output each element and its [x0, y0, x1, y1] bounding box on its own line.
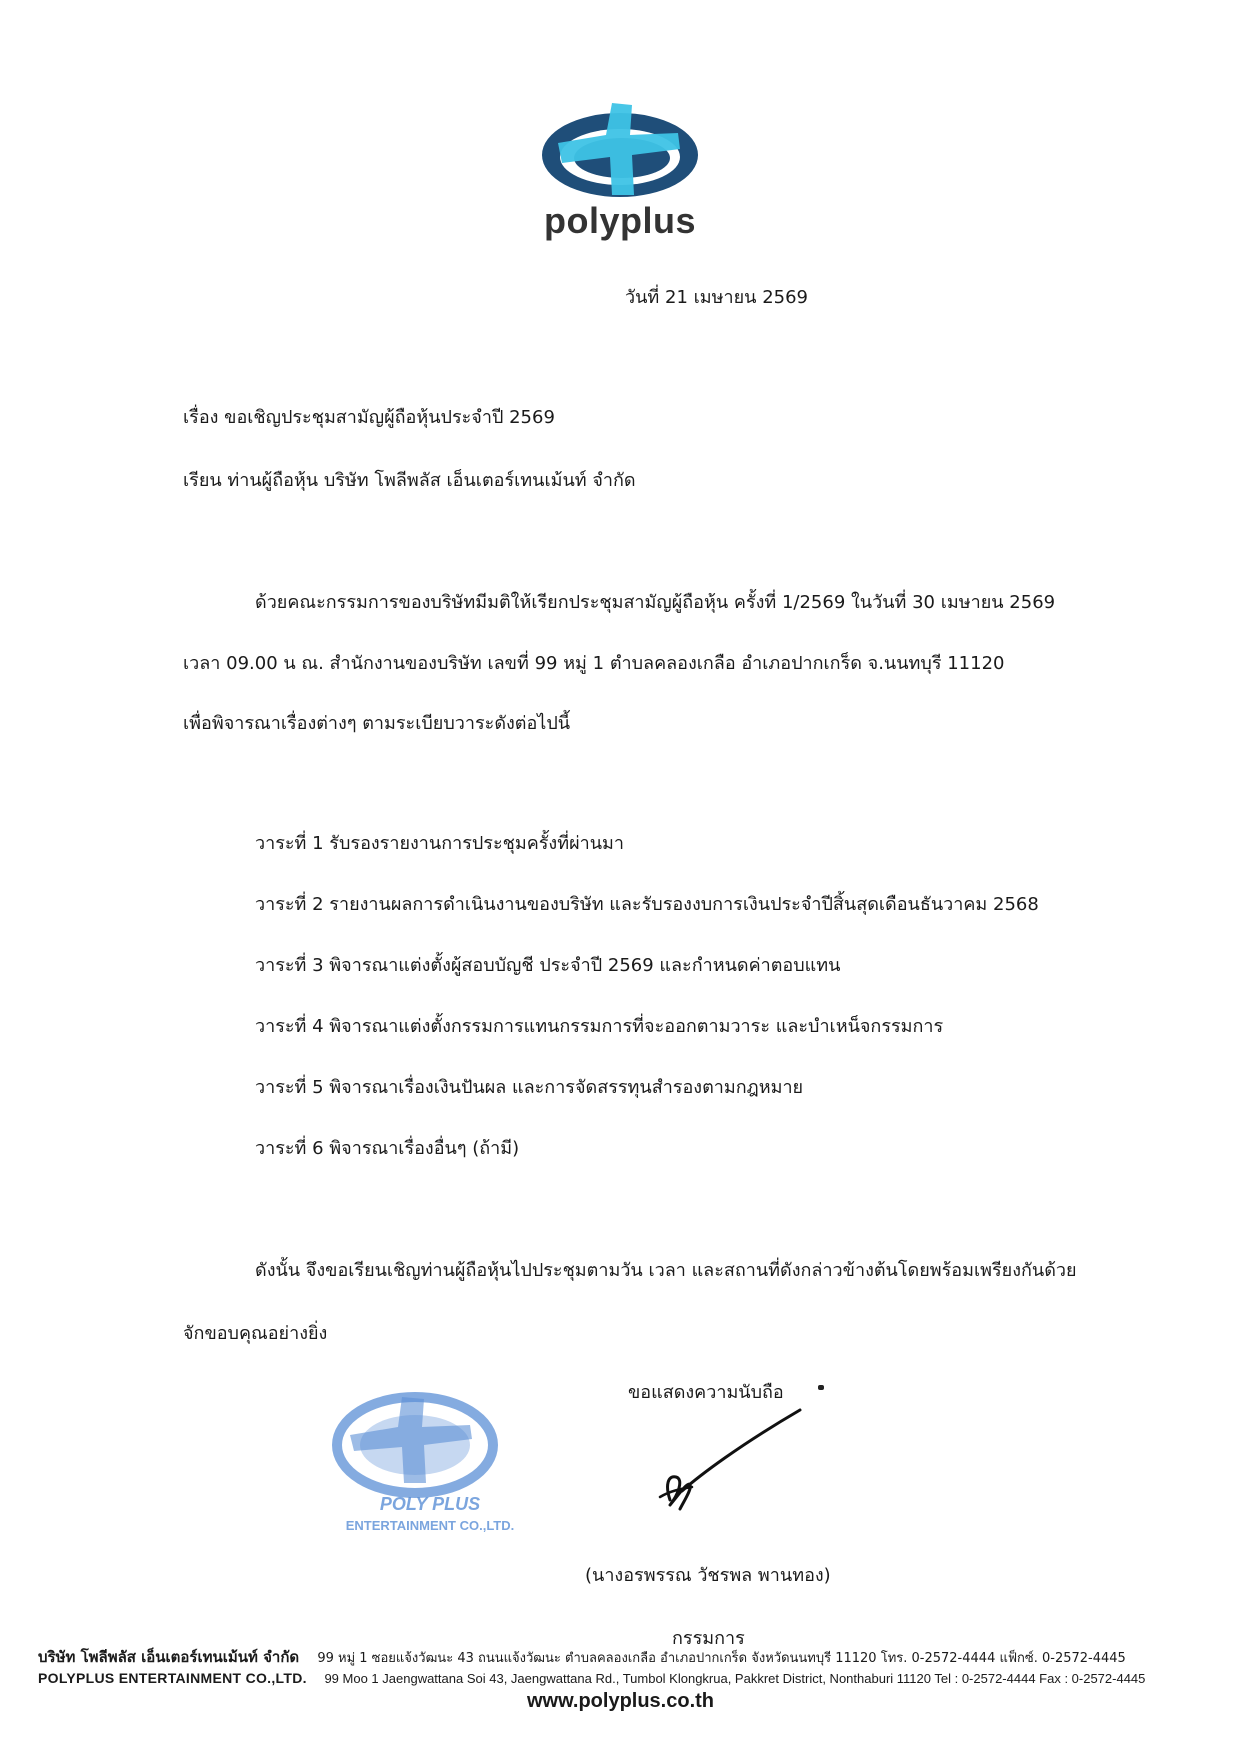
closing-paragraph-line: ดังนั้น จึงขอเรียนเชิญท่านผู้ถือหุ้นไปประชุมตามวัน เวลา และสถานที่ดังกล่าวข้างต้นโดยพร้อมเพรียงกันด้วย	[255, 1260, 1077, 1281]
agenda-item: วาระที่ 4 พิจารณาแต่งตั้งกรรมการแทนกรรมการที่จะออกตามวาระ และบำเหน็จกรรมการ	[255, 1016, 944, 1037]
stamp-line-2: ENTERTAINMENT CO.,LTD.	[345, 1518, 515, 1533]
body-paragraph-line: เพื่อพิจารณาเรื่องต่างๆ ตามระเบียบวาระดังต่อไปนี้	[183, 713, 571, 734]
footer-company-en: POLYPLUS ENTERTAINMENT CO.,LTD.	[38, 1670, 307, 1686]
body-paragraph-line: เวลา 09.00 น ณ. สำนักงานของบริษัท เลขที่ 99 หมู่ 1 ตำบลคลองเกลือ อำเภอปากเกร็ด จ.นนทบุรี 11120	[183, 653, 1005, 674]
stamp-icon	[320, 1375, 540, 1535]
agenda-item: วาระที่ 1 รับรองรายงานการประชุมครั้งที่ผ่านมา	[255, 833, 625, 854]
footer-address-en: 99 Moo 1 Jaengwattana Soi 43, Jaengwattana Rd., Tumbol Klongkrua, Pakkret District, Nonthaburi 11120 Tel : 0-2572-4444 Fax : 0-2572-4445	[324, 1671, 1146, 1686]
letter-subject: เรื่อง ขอเชิญประชุมสามัญผู้ถือหุ้นประจำปี 2569	[183, 407, 555, 428]
footer-thai	[38, 1645, 1208, 1669]
footer-english	[38, 1670, 1208, 1686]
body-paragraph-line: ด้วยคณะกรรมการของบริษัทมีมติให้เรียกประชุมสามัญผู้ถือหุ้น ครั้งที่ 1/2569 ในวันที่ 30 เมษายน 2569	[255, 592, 1056, 613]
footer-address-th: 99 หมู่ 1 ซอยแจ้งวัฒนะ 43 ถนนแจ้งวัฒนะ ตำบลคลองเกลือ อำเภอปากเกร็ด จังหวัดนนทบุรี 11120 โทร. 0-2572-4444 แฟ็กซ์. 0-2572-4445	[317, 1651, 1126, 1666]
signature-icon	[640, 1405, 820, 1525]
closing-paragraph-line: จักขอบคุณอย่างยิ่ง	[183, 1323, 328, 1344]
letter-recipient: เรียน ท่านผู้ถือหุ้น บริษัท โพลีพลัส เอ็นเตอร์เทนเม้นท์ จำกัด	[183, 470, 636, 491]
polyplus-logo-icon	[520, 95, 720, 215]
footer-website: www.polyplus.co.th	[526, 1690, 715, 1712]
ink-dot	[818, 1385, 824, 1390]
letter-date: วันที่ 21 เมษายน 2569	[625, 287, 808, 308]
regards-text: ขอแสดงความนับถือ	[628, 1382, 784, 1403]
company-logo	[520, 95, 720, 215]
handwritten-signature	[640, 1405, 820, 1525]
agenda-item: วาระที่ 6 พิจารณาเรื่องอื่นๆ (ถ้ามี)	[255, 1138, 520, 1159]
signer-name: (นางอรพรรณ วัชรพล พานทอง)	[585, 1565, 831, 1586]
logo-wordmark: polyplus	[543, 200, 696, 241]
agenda-item: วาระที่ 3 พิจารณาแต่งตั้งผู้สอบบัญชี ประจำปี 2569 และกำหนดค่าตอบแทน	[255, 955, 841, 976]
footer-company-th: บริษัท โพลีพลัส เอ็นเตอร์เทนเม้นท์ จำกัด	[38, 1648, 300, 1666]
signer-title: กรรมการ	[672, 1628, 745, 1649]
stamp-line-1: POLY PLUS	[379, 1494, 481, 1514]
agenda-item: วาระที่ 2 รายงานผลการดำเนินงานของบริษัท และรับรองงบการเงินประจำปีสิ้นสุดเดือนธันวาคม 2568	[255, 894, 1039, 915]
company-stamp	[320, 1375, 540, 1535]
agenda-item: วาระที่ 5 พิจารณาเรื่องเงินปันผล และการจัดสรรทุนสำรองตามกฎหมาย	[255, 1077, 804, 1098]
